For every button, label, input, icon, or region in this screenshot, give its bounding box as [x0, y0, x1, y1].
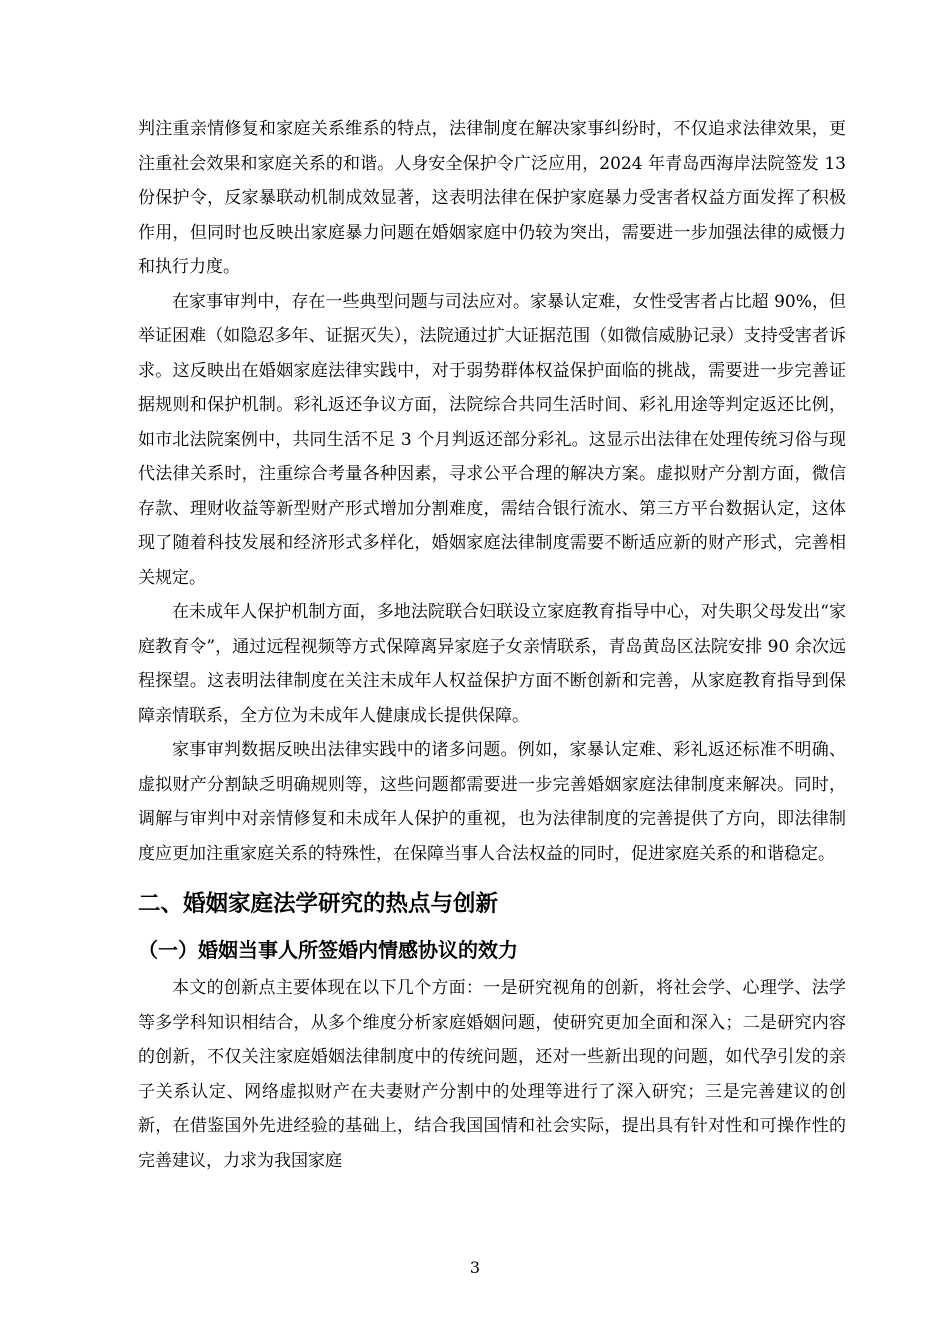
body-paragraph-family-trial-issues: 在家事审判中，存在一些典型问题与司法应对。家暴认定难，女性受害者占比超 90%，但举证困难（如隐忍多年、证据灭失），法院通过扩大证据范围（如微信威胁记录）支持受害者诉求。这反映出在婚姻家庭法律实践中，对于弱势群体权益保护面临的挑战，需要进一步完善证据规则和保护机制。彩礼返还争议方面，法院综合共同生活时间、彩礼用途等判定返还比例，如市北法院案例中，共同生活不足 3 个月判返还部分彩礼。这显示出法律在处理传统习俗与现代法律关系时，注重综合考量各种因素，寻求公平合理的解决方案。虚拟财产分割方面，微信存款、理财收益等新型财产形式增加分割难度，需结合银行流水、第三方平台数据认定，这体现了随着科技发展和经济形式多样化，婚姻家庭法律制度需要不断适应新的财产形式，完善相关规定。	[138, 291, 846, 588]
body-paragraph-continued: 判注重亲情修复和家庭关系维系的特点，法律制度在解决家事纠纷时，不仅追求法律效果，更注重社会效果和家庭关系的和谐。人身安全保护令广泛应用，2024 年青岛西海岸法院签发 13 份保护令，反家暴联动机制成效显著，这表明法律在保护家庭暴力受害者权益方面发挥了积极作用，但同时也反映出家庭暴力问题在婚姻家庭中仍较为突出，需要进一步加强法律的威慑力和执行力度。	[138, 119, 846, 277]
body-paragraph-minor-protection: 在未成年人保护机制方面，多地法院联合妇联设立家庭教育指导中心，对失职父母发出“家庭教育令”，通过远程视频等方式保障离异家庭子女亲情联系，青岛黄岛区法院安排 90 余次远程探望。这表明法律制度在关注未成年人权益保护方面不断创新和完善，从家庭教育指导到保障亲情联系，全方位为未成年人健康成长提供保障。	[138, 602, 846, 726]
page-body	[138, 112, 846, 1178]
subsection-heading: （一）婚姻当事人所签婚内情感协议的效力	[138, 938, 518, 962]
page-number: 3	[469, 1258, 481, 1277]
body-paragraph-innovation: 本文的创新点主要体现在以下几个方面：一是研究视角的创新，将社会学、心理学、法学等多学科知识相结合，从多个维度分析家庭婚姻问题，使研究更加全面和深入；二是研究内容的创新，不仅关注家庭婚姻法律制度中的传统问题，还对一些新出现的问题，如代孕引发的亲子关系认定、网络虚拟财产在夫妻财产分割中的处理等进行了深入研究；三是完善建议的创新，在借鉴国外先进经验的基础上，结合我国国情和社会实际，提出具有针对性和可操作性的完善建议，力求为我国家庭	[138, 978, 846, 1171]
body-paragraph-trial-data: 家事审判数据反映出法律实践中的诸多问题。例如，家暴认定难、彩礼返还标准不明确、虚拟财产分割缺乏明确规则等，这些问题都需要进一步完善婚姻家庭法律制度来解决。同时，调解与审判中对亲情修复和未成年人保护的重视，也为法律制度的完善提供了方向，即法律制度应更加注重家庭关系的特殊性，在保障当事人合法权益的同时，促进家庭关系的和谐稳定。	[138, 740, 846, 864]
section-heading: 二、婚姻家庭法学研究的热点与创新	[138, 891, 499, 917]
